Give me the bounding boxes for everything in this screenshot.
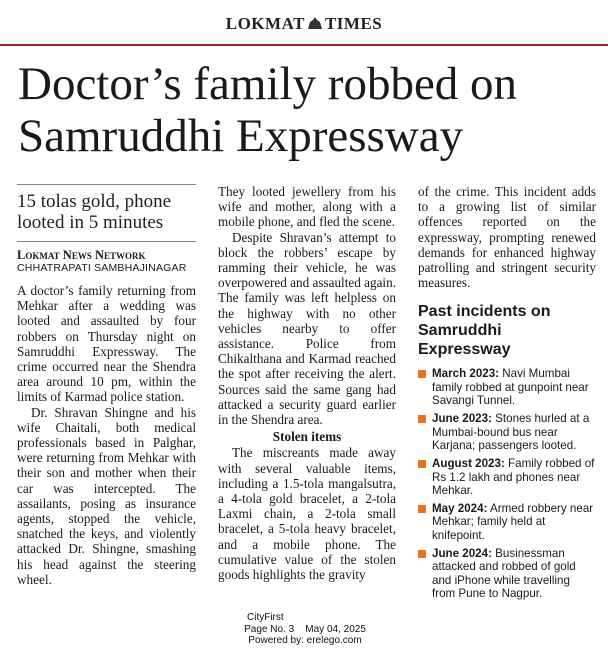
bullet-square-icon	[418, 370, 426, 378]
sidebar-heading: Past incidents on Samruddhi Expressway	[418, 303, 551, 359]
incident-date: May 2024:	[432, 502, 488, 516]
article-column-2	[218, 184, 396, 582]
dateline: CHHATRAPATI SAMBHAJINAGAR	[17, 262, 187, 274]
byline: Lokmat News Network	[17, 248, 146, 262]
kicker-rule	[17, 184, 196, 185]
paragraph-6: of the crime. This incident adds to a growing list of similar offences reported on the expressway, prompting renewed demands for enhanced highway patrolling and stringent security measures.	[418, 184, 596, 291]
bullet-square-icon	[418, 550, 426, 558]
incident-date: June 2023:	[432, 412, 492, 426]
list-item	[418, 412, 596, 452]
footer-page: Page No. 3	[244, 623, 295, 635]
headline	[18, 58, 598, 162]
bullet-square-icon	[418, 505, 426, 513]
footer-section: CityFirst	[247, 612, 284, 623]
paragraph-5: The miscreants made away with several valuable items, including a 1.5-tola mangalsutra, a 4-tola gold bracelet, a 2-tola Laxmi chain, a 2-tola small bracelet, a 5-tola heavy bracelet, and a mobile phone. The cumulative value of the stolen goods highlights the gravity	[218, 445, 396, 583]
incident-date: August 2023:	[432, 457, 505, 471]
subhead-stolen-items: Stolen items	[272, 429, 342, 445]
incident-text: Navi Mumbai family robbed at gunpoint near Savangi Tunnel.	[432, 367, 589, 408]
headline-line-1: Doctor’s family robbed on	[18, 58, 518, 110]
byline-rule	[17, 241, 196, 242]
paragraph-2: Dr. Shravan Shingne and his wife Chaitali, both medical professionals based in Palghar, were returning from Mehkar with their son and mother when their car was intercepted. The assailants, posing as insurance agents, stopped the vehicle, snatched the keys, and violently attacked Dr. Shingne, smashing his head against the steering wheel.	[17, 404, 196, 587]
incident-text: Businessman attacked and robbed of gold and iPhone while travelling from Pune to Nagpur.	[432, 546, 576, 600]
incident-date: March 2023:	[432, 367, 500, 381]
kicker-line-1: 15 tolas gold, phone	[17, 191, 172, 212]
masthead-left: LOKMAT	[225, 14, 305, 33]
footer-date: May 04, 2025	[305, 623, 366, 635]
paragraph-3: They looted jewellery from his wife and mother, along with a mobile phone, and fled the scene.	[218, 184, 396, 230]
list-item	[418, 367, 596, 407]
paragraph-1: A doctor’s family returning from Mehkar after a wedding was looted and assaulted by four robbers on Thursday night on Samruddhi Expressway. The crime occurred near the Shendra area around 10 pm, within the limits of Karmad police station.	[17, 283, 196, 405]
masthead-logo	[0, 14, 608, 34]
footer-page-date	[225, 624, 385, 636]
incident-text: Family robbed of Rs 1.2 lakh and phones near Mehkar.	[432, 457, 595, 497]
incident-date: June 2024:	[432, 546, 492, 560]
incident-text: Armed robbery near Mehkar; family held at knifepoint.	[432, 502, 594, 542]
list-item	[418, 547, 596, 600]
list-item	[418, 502, 596, 542]
headline-line-2: Samruddhi Expressway	[18, 110, 464, 162]
list-item	[418, 457, 596, 497]
kicker	[17, 191, 196, 233]
incident-text: Stones hurled at a Mumbai-bound bus near Karjana; passengers looted.	[432, 412, 590, 452]
page-footer	[225, 612, 385, 647]
paragraph-4: Despite Shravan’s attempt to block the robbers’ escape by ramming their vehicle, he was overpowered and assaulted again. The family was left helpless on the highway with no other vehicles nearby to offer assistance. Police from Chikalthana and Karmad reached the spot after receiving the alert. Sources said the same gang had attacked a security guard earlier in the Shendra area.	[218, 229, 396, 428]
lion-emblem-icon	[306, 16, 324, 30]
kicker-line-2: looted in 5 minutes	[17, 212, 164, 233]
bullet-square-icon	[418, 460, 426, 468]
article-column-3	[418, 184, 596, 605]
footer-powered-link[interactable]: Powered by: erelego.com	[248, 635, 362, 646]
incident-list	[418, 367, 596, 600]
bullet-square-icon	[418, 415, 426, 423]
article-column-1	[17, 184, 196, 587]
masthead-right: TIMES	[324, 14, 383, 33]
masthead-rule	[0, 44, 608, 46]
